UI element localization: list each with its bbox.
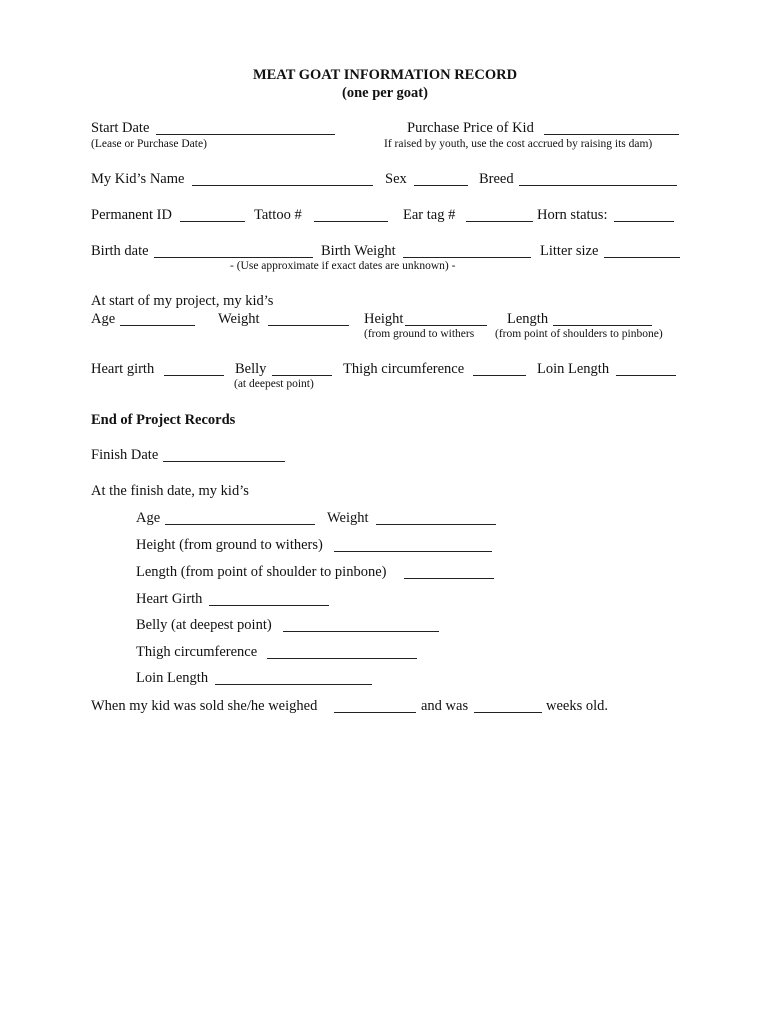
purchase-price-note: If raised by youth, use the cost accrued by raising its dam) xyxy=(384,138,653,150)
finish-date-label: Finish Date xyxy=(91,447,159,463)
birth-date-field[interactable] xyxy=(154,257,313,258)
finish-heart-field[interactable] xyxy=(209,605,329,606)
finish-age-label: Age xyxy=(136,510,161,526)
finish-length-label: Length (from point of shoulder to pinbone) xyxy=(136,564,387,580)
kids-name-label: My Kid’s Name xyxy=(91,171,185,187)
breed-field[interactable] xyxy=(519,185,677,186)
sold-weeks-field[interactable] xyxy=(474,712,542,713)
length-field[interactable] xyxy=(553,325,652,326)
finish-weight-field[interactable] xyxy=(376,524,496,525)
start-date-label: Start Date xyxy=(91,120,150,136)
purchase-price-label: Purchase Price of Kid xyxy=(407,120,534,136)
litter-size-label: Litter size xyxy=(540,243,599,259)
purchase-price-field[interactable] xyxy=(544,134,679,135)
breed-label: Breed xyxy=(479,171,514,187)
finish-loin-label: Loin Length xyxy=(136,670,209,686)
kids-name-field[interactable] xyxy=(192,185,373,186)
belly-label: Belly xyxy=(235,361,267,377)
sex-label: Sex xyxy=(385,171,407,187)
length-label: Length xyxy=(507,311,549,327)
form-title: MEAT GOAT INFORMATION RECORD xyxy=(252,67,518,83)
tattoo-field[interactable] xyxy=(314,221,388,222)
start-project-heading: At start of my project, my kid’s xyxy=(91,293,274,309)
belly-field[interactable] xyxy=(272,375,332,376)
weight-field[interactable] xyxy=(268,325,349,326)
finish-thigh-label: Thigh circumference xyxy=(136,644,258,660)
heart-girth-label: Heart girth xyxy=(91,361,155,377)
start-date-note: (Lease or Purchase Date) xyxy=(91,138,207,150)
sold-text-c: weeks old. xyxy=(546,698,609,714)
horn-status-label: Horn status: xyxy=(537,207,608,223)
finish-age-field[interactable] xyxy=(165,524,315,525)
height-note: (from ground to withers xyxy=(364,328,475,340)
heart-girth-field[interactable] xyxy=(164,375,224,376)
length-note: (from point of shoulders to pinbone) xyxy=(495,328,663,340)
litter-size-field[interactable] xyxy=(604,257,680,258)
tattoo-label: Tattoo # xyxy=(254,207,302,223)
approx-note: - (Use approximate if exact dates are unknown) - xyxy=(230,260,456,272)
end-project-heading: End of Project Records xyxy=(91,412,236,428)
loin-length-label: Loin Length xyxy=(537,361,610,377)
thigh-field[interactable] xyxy=(473,375,526,376)
sold-text-b: and was xyxy=(421,698,469,714)
weight-label: Weight xyxy=(218,311,260,327)
finish-belly-field[interactable] xyxy=(283,631,439,632)
finish-date-field[interactable] xyxy=(163,461,285,462)
birth-weight-label: Birth Weight xyxy=(321,243,396,259)
sex-field[interactable] xyxy=(414,185,468,186)
finish-heart-label: Heart Girth xyxy=(136,591,203,607)
finish-weight-label: Weight xyxy=(327,510,369,526)
permanent-id-field[interactable] xyxy=(180,221,245,222)
birth-weight-field[interactable] xyxy=(403,257,531,258)
finish-thigh-field[interactable] xyxy=(267,658,417,659)
finish-loin-field[interactable] xyxy=(215,684,372,685)
finish-heading: At the finish date, my kid’s xyxy=(91,483,249,499)
finish-height-field[interactable] xyxy=(334,551,492,552)
thigh-label: Thigh circumference xyxy=(343,361,465,377)
sold-weight-field[interactable] xyxy=(334,712,416,713)
ear-tag-field[interactable] xyxy=(466,221,533,222)
age-field[interactable] xyxy=(120,325,195,326)
birth-date-label: Birth date xyxy=(91,243,149,259)
permanent-id-label: Permanent ID xyxy=(91,207,172,223)
belly-note: (at deepest point) xyxy=(234,378,314,390)
ear-tag-label: Ear tag # xyxy=(403,207,456,223)
height-label: Height xyxy=(364,311,404,327)
horn-status-field[interactable] xyxy=(614,221,674,222)
start-date-field[interactable] xyxy=(156,134,335,135)
age-label: Age xyxy=(91,311,116,327)
height-field[interactable] xyxy=(405,325,487,326)
finish-length-field[interactable] xyxy=(404,578,494,579)
form-subtitle: (one per goat) xyxy=(342,85,428,101)
loin-length-field[interactable] xyxy=(616,375,676,376)
finish-height-label: Height (from ground to withers) xyxy=(136,537,323,553)
sold-text-a: When my kid was sold she/he weighed xyxy=(91,698,318,714)
finish-belly-label: Belly (at deepest point) xyxy=(136,617,272,633)
